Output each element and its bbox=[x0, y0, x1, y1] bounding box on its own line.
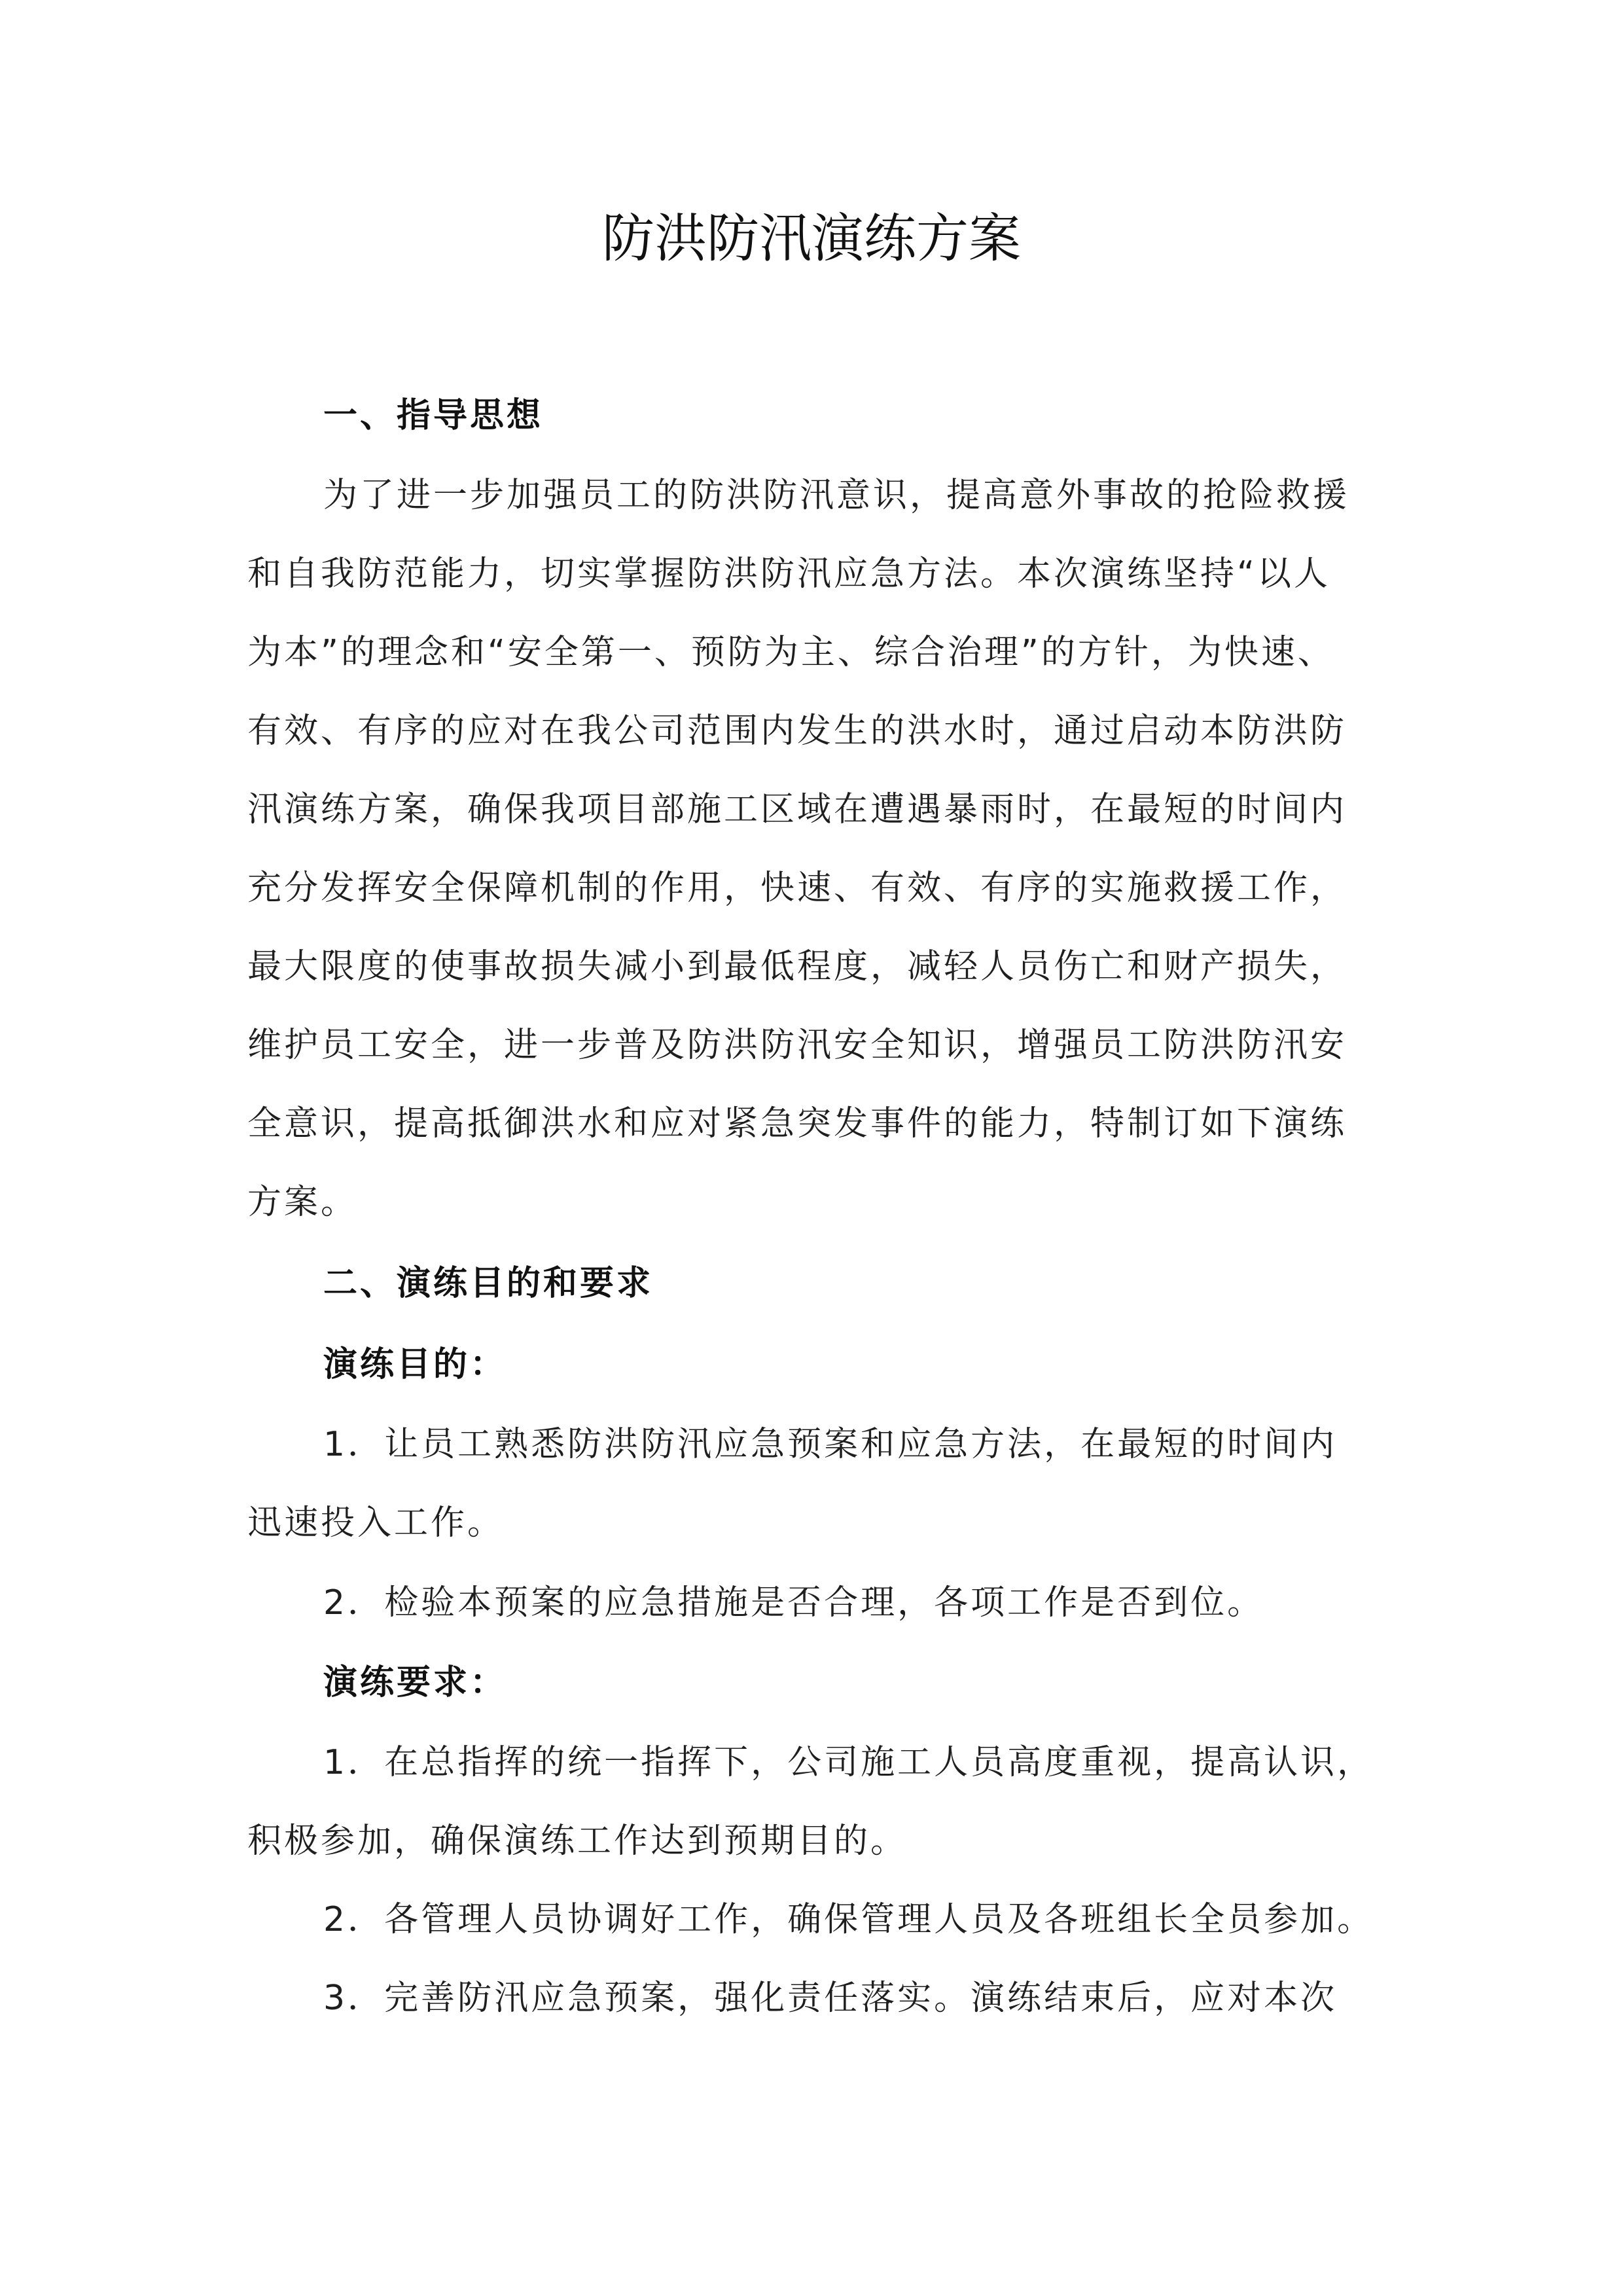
paragraph-line: 为本”的理念和“安全第一、预防为主、综合治理”的方针，为快速、 bbox=[247, 633, 1334, 672]
paragraph-line: 最大限度的使事故损失减小到最低程度，减轻人员伤亡和财产损失， bbox=[247, 947, 1347, 986]
paragraph-line: 维护员工安全，进一步普及防洪防汛安全知识，增强员工防洪防汛安 bbox=[247, 1026, 1347, 1065]
list-item-line: 2．各管理人员协调好工作，确保管理人员及各班组长全员参加。 bbox=[323, 1900, 1374, 1939]
list-item-line: 3．完善防汛应急预案，强化责任落实。演练结束后，应对本次 bbox=[323, 1979, 1338, 2018]
paragraph-line: 方案。 bbox=[247, 1183, 358, 1222]
section-heading-goals-requirements: 二、演练目的和要求 bbox=[323, 1264, 654, 1303]
paragraph-line: 为了进一步加强员工的防洪防汛意识，提高意外事故的抢险救援 bbox=[323, 476, 1350, 515]
document-title: 防洪防汛演练方案 bbox=[602, 208, 1021, 269]
paragraph-line: 全意识，提高抵御洪水和应对紧急突发事件的能力，特制订如下演练 bbox=[247, 1104, 1347, 1143]
list-item-line: 积极参加，确保演练工作达到预期目的。 bbox=[247, 1821, 908, 1861]
list-item-line: 迅速投入工作。 bbox=[247, 1503, 505, 1543]
list-item-line: 1．在总指挥的统一指挥下，公司施工人员高度重视，提高认识， bbox=[323, 1743, 1374, 1782]
paragraph-line: 和自我防范能力，切实掌握防洪防汛应急方法。本次演练坚持“以人 bbox=[247, 554, 1330, 594]
paragraph-line: 充分发挥安全保障机制的作用，快速、有效、有序的实施救援工作， bbox=[247, 869, 1347, 908]
subheading-drill-requirements: 演练要求： bbox=[323, 1663, 507, 1702]
subheading-drill-goals: 演练目的： bbox=[323, 1345, 507, 1384]
paragraph-line: 汛演练方案，确保我项目部施工区域在遭遇暴雨时，在最短的时间内 bbox=[247, 790, 1347, 829]
paragraph-line: 有效、有序的应对在我公司范围内发生的洪水时，通过启动本防洪防 bbox=[247, 711, 1347, 751]
list-item-line: 1．让员工熟悉防洪防汛应急预案和应急方法，在最短的时间内 bbox=[323, 1425, 1338, 1464]
list-item-line: 2．检验本预案的应急措施是否合理，各项工作是否到位。 bbox=[323, 1583, 1264, 1623]
section-heading-guiding-ideology: 一、指导思想 bbox=[323, 396, 544, 435]
